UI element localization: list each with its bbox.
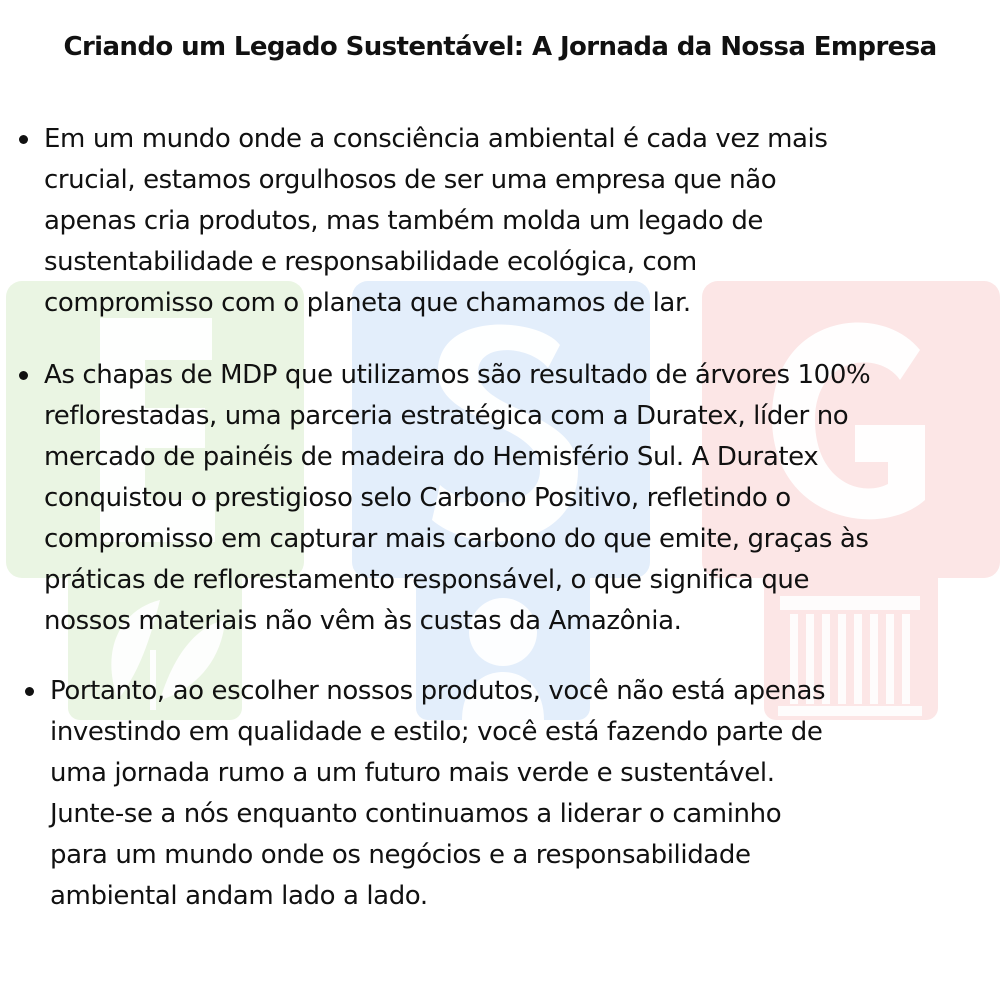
paragraph-line: para um mundo onde os negócios e a responsabilidade bbox=[50, 840, 751, 870]
bullet-paragraph-mdp-duratex bbox=[44, 355, 870, 642]
paragraph-line: apenas cria produtos, mas também molda um legado de bbox=[44, 206, 764, 236]
bullet-paragraph-call-to-action bbox=[50, 671, 825, 917]
paragraph-line: As chapas de MDP que utilizamos são resultado de árvores 100% bbox=[44, 360, 871, 390]
bullet-marker bbox=[19, 371, 28, 380]
paragraph-line: uma jornada rumo a um futuro mais verde e sustentável. bbox=[50, 758, 775, 788]
paragraph-line: Junte-se a nós enquanto continuamos a liderar o caminho bbox=[50, 799, 782, 829]
paragraph-line: sustentabilidade e responsabilidade ecológica, com bbox=[44, 247, 697, 277]
paragraph-line: Portanto, ao escolher nossos produtos, você não está apenas bbox=[50, 676, 826, 706]
bullet-marker bbox=[25, 687, 34, 696]
paragraph-line: mercado de painéis de madeira do Hemisfério Sul. A Duratex bbox=[44, 442, 819, 472]
paragraph-line: nossos materiais não vêm às custas da Amazônia. bbox=[44, 606, 682, 636]
paragraph-line: Em um mundo onde a consciência ambiental é cada vez mais bbox=[44, 124, 828, 154]
paragraph-line: compromisso com o planeta que chamamos de lar. bbox=[44, 288, 691, 318]
paragraph-line: compromisso em capturar mais carbono do que emite, graças às bbox=[44, 524, 869, 554]
paragraph-line: reflorestadas, uma parceria estratégica com a Duratex, líder no bbox=[44, 401, 849, 431]
paragraph-line: práticas de reflorestamento responsável, o que significa que bbox=[44, 565, 810, 595]
bullet-marker bbox=[19, 135, 28, 144]
paragraph-line: ambiental andam lado a lado. bbox=[50, 881, 428, 911]
page-title: Criando um Legado Sustentável: A Jornada da Nossa Empresa bbox=[63, 32, 937, 62]
paragraph-line: crucial, estamos orgulhosos de ser uma empresa que não bbox=[44, 165, 777, 195]
paragraph-line: investindo em qualidade e estilo; você está fazendo parte de bbox=[50, 717, 823, 747]
paragraph-line: conquistou o prestigioso selo Carbono Positivo, refletindo o bbox=[44, 483, 791, 513]
bullet-paragraph-environmental-awareness bbox=[44, 119, 828, 324]
